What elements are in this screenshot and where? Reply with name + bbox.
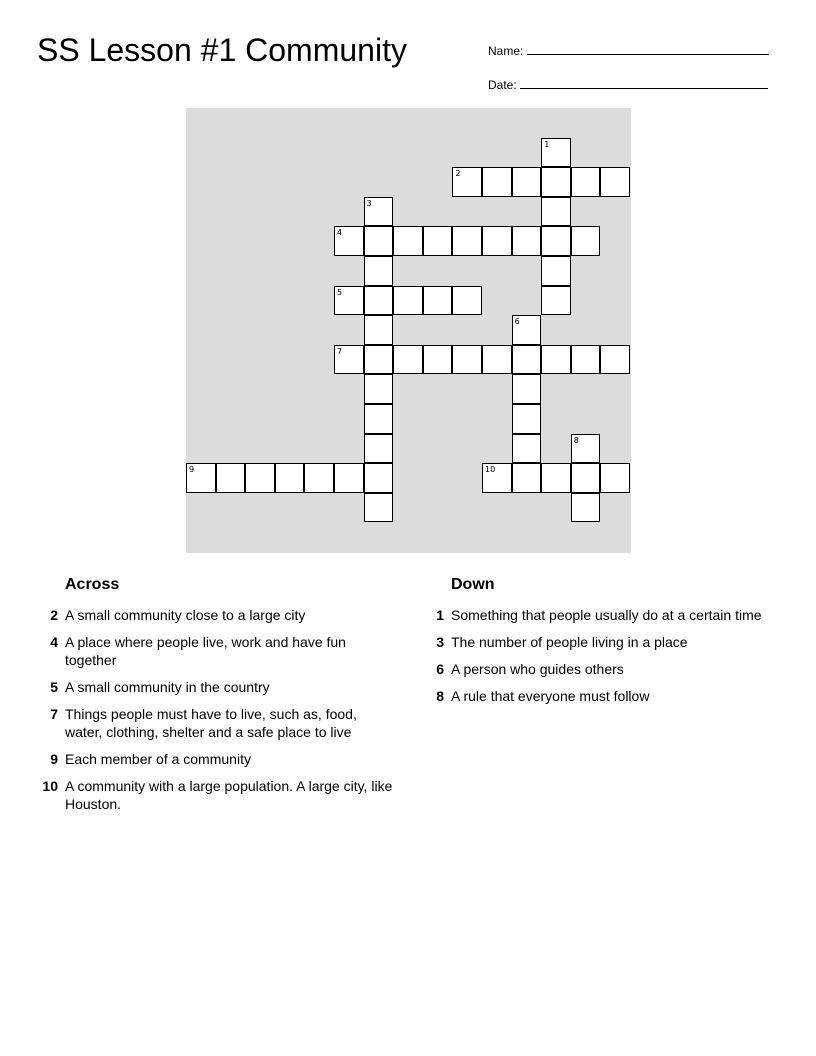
grid-cell[interactable]: [541, 286, 571, 316]
date-label: Date:: [488, 78, 517, 92]
grid-cell[interactable]: [423, 345, 453, 375]
clue-text: A person who guides others: [451, 661, 624, 677]
grid-cell[interactable]: [393, 226, 423, 256]
grid-cell[interactable]: [393, 345, 423, 375]
clue-item: [36, 633, 396, 669]
grid-cell[interactable]: [423, 226, 453, 256]
name-label: Name:: [488, 44, 524, 58]
clue-item: [422, 687, 792, 705]
clue-text: A small community in the country: [65, 679, 270, 695]
grid-cell[interactable]: [482, 345, 512, 375]
grid-cell[interactable]: [571, 167, 601, 197]
clue-number: 1: [436, 607, 444, 623]
down-heading: Down: [451, 576, 495, 593]
grid-cell[interactable]: [364, 374, 394, 404]
grid-cell[interactable]: [600, 463, 630, 493]
grid-cell[interactable]: [452, 286, 482, 316]
grid-cell[interactable]: [512, 167, 542, 197]
clue-item: [422, 633, 792, 651]
grid-cell[interactable]: [482, 463, 512, 493]
clue-item: [36, 777, 396, 813]
grid-cell[interactable]: [334, 226, 364, 256]
clue-text: A rule that everyone must follow: [451, 688, 650, 704]
grid-cell[interactable]: [364, 256, 394, 286]
clue-item: [36, 678, 396, 696]
grid-cell[interactable]: [571, 493, 601, 523]
cell-number: 4: [337, 228, 343, 238]
grid-cell[interactable]: [364, 226, 394, 256]
grid-cell[interactable]: [364, 493, 394, 523]
clue-text: Something that people usually do at a certain time: [451, 607, 762, 623]
clue-item: [422, 606, 792, 624]
grid-cell[interactable]: [512, 434, 542, 464]
grid-cell[interactable]: [364, 404, 394, 434]
grid-cell[interactable]: [364, 286, 394, 316]
grid-cell[interactable]: [512, 315, 542, 345]
grid-cell[interactable]: [512, 345, 542, 375]
cell-number: 2: [455, 169, 461, 179]
cell-number: 5: [337, 287, 343, 297]
name-field[interactable]: [488, 42, 769, 58]
grid-cell[interactable]: [186, 463, 216, 493]
grid-cell[interactable]: [452, 345, 482, 375]
cell-number: 6: [514, 317, 520, 327]
clue-number: 3: [436, 634, 444, 650]
cell-number: 7: [337, 346, 343, 356]
clue-text: Things people must have to live, such as, food, water, clothing, shelter and a safe place to live: [65, 706, 357, 740]
clue-item: [36, 705, 396, 741]
grid-cell[interactable]: [571, 434, 601, 464]
grid-cell[interactable]: [541, 167, 571, 197]
grid-cell[interactable]: [482, 226, 512, 256]
clue-number: 6: [436, 661, 444, 677]
grid-cell[interactable]: [541, 256, 571, 286]
across-clue-list: [36, 606, 396, 813]
page-title: SS Lesson #1 Community: [37, 32, 407, 68]
cell-number: 8: [573, 435, 579, 445]
grid-cell[interactable]: [304, 463, 334, 493]
grid-cell[interactable]: [364, 197, 394, 227]
cell-number: 10: [485, 465, 496, 475]
clue-text: A community with a large population. A large city, like Houston.: [65, 778, 393, 812]
across-heading: Across: [65, 576, 120, 593]
grid-cell[interactable]: [482, 167, 512, 197]
grid-cell[interactable]: [541, 138, 571, 168]
grid-cell[interactable]: [452, 226, 482, 256]
grid-cell[interactable]: [541, 345, 571, 375]
grid-cell[interactable]: [334, 345, 364, 375]
grid-cell[interactable]: [364, 315, 394, 345]
date-field[interactable]: [488, 76, 768, 92]
cell-number: 1: [544, 139, 550, 149]
grid-cell[interactable]: [334, 463, 364, 493]
grid-cell[interactable]: [541, 463, 571, 493]
clue-text: Each member of a community: [65, 751, 251, 767]
grid-cell[interactable]: [600, 345, 630, 375]
grid-cell[interactable]: [541, 226, 571, 256]
grid-cell[interactable]: [245, 463, 275, 493]
grid-cell[interactable]: [541, 197, 571, 227]
grid-cell[interactable]: [512, 463, 542, 493]
grid-cell[interactable]: [216, 463, 246, 493]
clue-number: 5: [50, 679, 58, 695]
name-line[interactable]: [527, 42, 769, 55]
clue-number: 8: [436, 688, 444, 704]
date-line[interactable]: [520, 76, 768, 89]
crossword-grid: [186, 108, 631, 553]
grid-cell[interactable]: [364, 434, 394, 464]
cell-number: 9: [189, 465, 195, 475]
grid-cell[interactable]: [571, 463, 601, 493]
grid-cell[interactable]: [452, 167, 482, 197]
clue-number: 4: [50, 634, 58, 650]
down-clues: [422, 576, 792, 714]
grid-cell[interactable]: [364, 463, 394, 493]
down-clue-list: [422, 606, 792, 705]
grid-cell[interactable]: [423, 286, 453, 316]
grid-cell[interactable]: [571, 226, 601, 256]
grid-cell[interactable]: [512, 374, 542, 404]
grid-cell[interactable]: [364, 345, 394, 375]
grid-cell[interactable]: [512, 226, 542, 256]
clue-text: A small community close to a large city: [65, 607, 306, 623]
grid-cell[interactable]: [512, 404, 542, 434]
grid-cell[interactable]: [600, 167, 630, 197]
clue-text: A place where people live, work and have fun together: [65, 634, 346, 668]
grid-cell[interactable]: [571, 345, 601, 375]
across-clues: [36, 576, 396, 822]
clue-text: The number of people living in a place: [451, 634, 688, 650]
clue-number: 2: [50, 607, 58, 623]
cell-number: 3: [366, 198, 372, 208]
clue-item: [422, 660, 792, 678]
clue-number: 7: [50, 706, 58, 722]
clue-item: [36, 750, 396, 768]
grid-cell[interactable]: [275, 463, 305, 493]
grid-cell[interactable]: [334, 286, 364, 316]
clue-number: 9: [50, 751, 58, 767]
grid-cell[interactable]: [393, 286, 423, 316]
clue-item: [36, 606, 396, 624]
clue-number: 10: [42, 778, 58, 794]
